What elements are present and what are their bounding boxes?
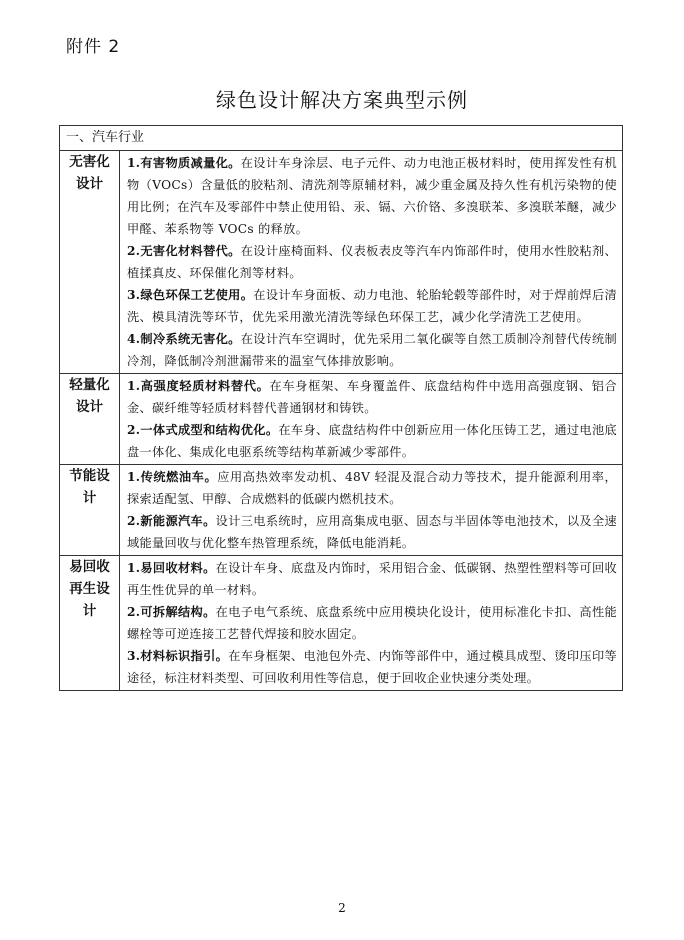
item-title: 1.易回收材料。 [127,561,216,575]
page-number: 2 [338,901,346,915]
item-3 [127,645,617,689]
category-label-lightweight: 轻量化设计 [60,374,120,465]
item-text: 在设计车身、底盘及内饰时，采用铝合金、低碳钢、热塑性塑料等可回收再生性优异的单一材料。 [127,561,618,597]
category-label-harmless: 无害化设计 [60,151,120,374]
item-title: 3.绿色环保工艺使用。 [127,288,254,302]
item-3 [127,284,617,328]
item-title: 2.新能源汽车。 [127,514,216,528]
category-row-lightweight [60,374,623,465]
item-2 [127,601,617,645]
item-2 [127,510,617,554]
item-text: 在车身框架、电池包外壳、内饰等部件中，通过模具成型、烫印压印等途径，标注材料类型、可回收利用性等信息，便于回收企业快速分类处理。 [127,649,617,685]
item-text: 应用高热效率发动机、48V 轻混及混合动力等技术，提升能源利用率，探索适配氢、甲醇、合成燃料的低碳内燃机技术。 [127,470,618,506]
item-2 [127,419,617,463]
item-title: 1.有害物质减量化。 [127,156,241,170]
item-title: 1.传统燃油车。 [127,470,218,484]
item-1 [127,152,617,240]
item-1 [127,557,617,601]
item-1 [127,466,617,510]
category-content-lightweight [120,374,623,465]
document-title: 绿色设计解决方案典型示例 [216,88,468,112]
section-header: 一、汽车行业 [60,126,623,151]
item-title: 3.材料标识指引。 [127,649,229,663]
item-text: 在设计车身面板、动力电池、轮胎轮毂等部件时，对于焊前焊后清洗、模具清洗等环节，优先采用激光清洗等绿色环保工艺，减少化学清洗工艺使用。 [127,288,617,324]
category-label-recyclable: 易回收再生设计 [60,556,120,691]
category-row-harmless [60,151,623,374]
attachment-label: 附件 2 [66,37,121,57]
item-text: 在设计座椅面料、仪表板表皮等汽车内饰部件时，使用水性胶粘剂、植揉真皮、环保催化剂等材料。 [127,244,617,280]
item-text: 在电子电气系统、底盘系统中应用模块化设计，使用标准化卡扣、高性能螺栓等可逆连接工艺替代焊接和胶水固定。 [127,605,618,641]
item-2 [127,240,617,284]
category-content-recyclable [120,556,623,691]
category-row-energy-saving [60,465,623,556]
item-title: 1.高强度轻质材料替代。 [127,379,270,393]
item-4 [127,328,617,372]
item-title: 2.可拆解结构。 [127,605,216,619]
item-text: 在设计车身涂层、电子元件、动力电池正极材料时，使用挥发性有机物（VOCs）含量低的胶粘剂、清洗剂等原辅材料，减少重金属及持久性有机污染物的使用比例；在汽车及零部件中禁止使用铅、汞、镉、六价铬、多溴联苯、多溴联苯醚，减少甲醛、苯系物等 VOCs 的释放。 [127,156,617,236]
section-header-row [60,126,623,151]
item-text: 在车身框架、车身覆盖件、底盘结构件中选用高强度钢、铝合金、碳纤维等轻质材料替代普通钢材和铸铁。 [127,379,617,415]
item-text: 设计三电系统时，应用高集成电驱、固态与半固体等电池技术，以及全速域能量回收与优化整车热管理系统，降低电能消耗。 [127,514,618,550]
category-content-harmless [120,151,623,374]
item-text: 在车身、底盘结构件中创新应用一体化压铸工艺，通过电池底盘一体化、集成化电驱系统等结构革新减少零部件。 [127,423,618,459]
category-row-recyclable [60,556,623,691]
category-content-energy-saving [120,465,623,556]
item-text: 在设计汽车空调时，优先采用二氧化碳等自然工质制冷剂替代传统制冷剂，降低制冷剂泄漏带来的温室气体排放影响。 [127,332,617,368]
item-title: 2.一体式成型和结构优化。 [127,423,279,437]
item-1 [127,375,617,419]
item-title: 4.制冷系统无害化。 [127,332,241,346]
solutions-table [59,125,623,691]
item-title: 2.无害化材料替代。 [127,244,241,258]
category-label-energy-saving: 节能设计 [60,465,120,556]
